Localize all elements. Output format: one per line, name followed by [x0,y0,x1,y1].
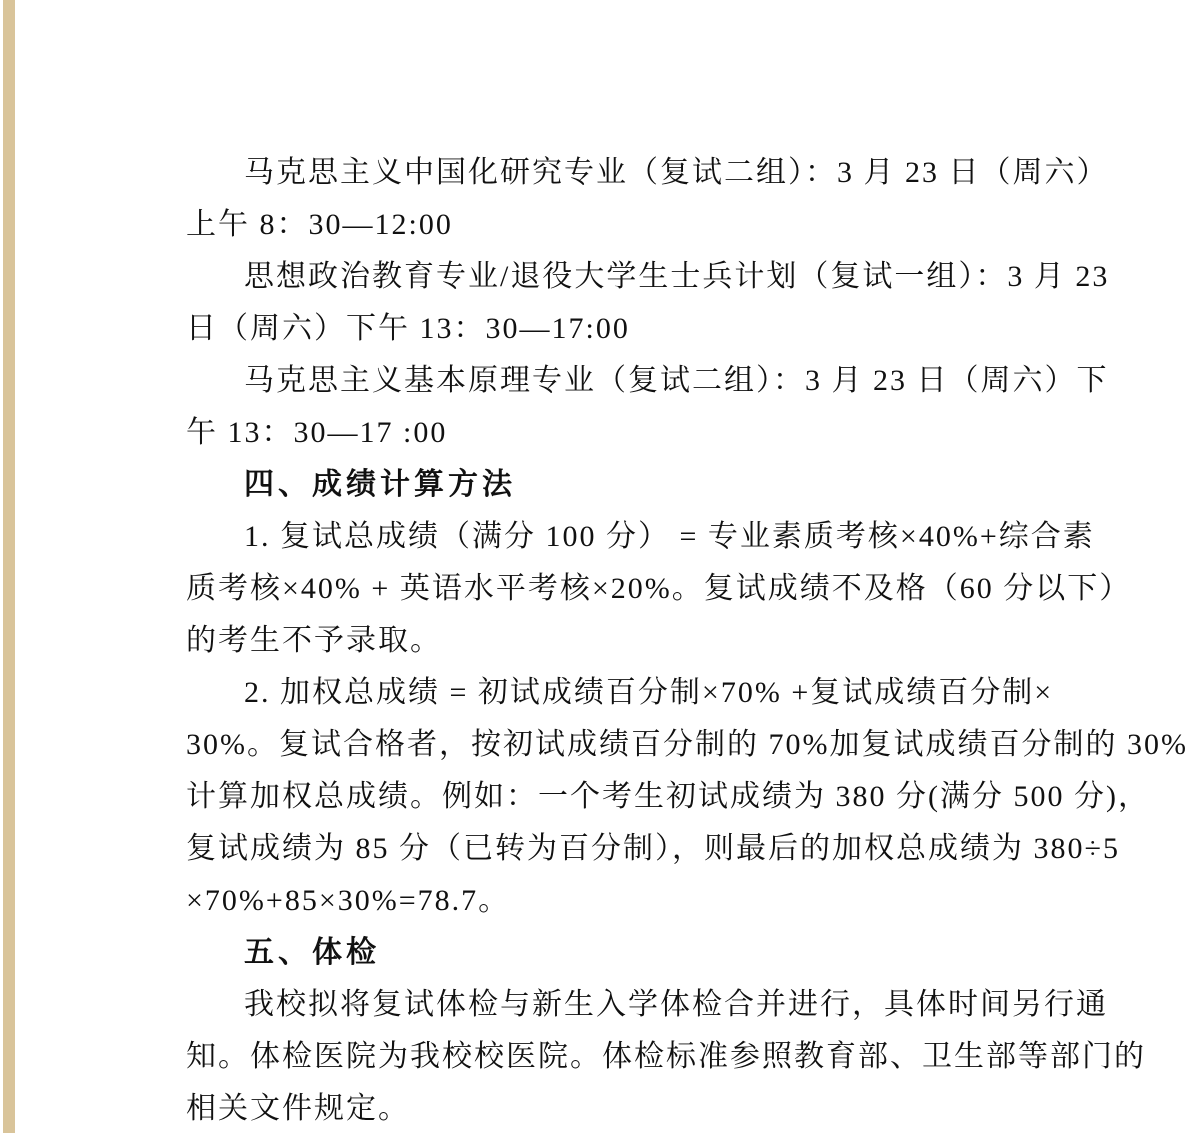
text-line: 30%。复试合格者，按初试成绩百分制的 70%加复试成绩百分制的 30% [186,728,1188,761]
section-heading: 四、成绩计算方法 [244,468,516,501]
text-line: 我校拟将复试体检与新生入学体检合并进行，具体时间另行通 [244,988,1108,1021]
text-line: 2. 加权总成绩 = 初试成绩百分制×70% +复试成绩百分制× [244,676,1054,709]
text-line: 1. 复试总成绩（满分 100 分） = 专业素质考核×40%+综合素 [244,520,1095,553]
text-line: 计算加权总成绩。例如：一个考生初试成绩为 380 分(满分 500 分)， [186,780,1150,813]
text-line: 相关文件规定。 [186,1092,410,1125]
text-line: 上午 8：30—12:00 [186,208,453,241]
document-lines [186,147,1188,1135]
text-line: 马克思主义中国化研究专业（复试二组）：3 月 23 日（周六） [244,156,1109,189]
text-line: 质考核×40% + 英语水平考核×20%。复试成绩不及格（60 分以下） [186,572,1132,605]
text-line: 复试成绩为 85 分（已转为百分制），则最后的加权总成绩为 380÷5 [186,832,1120,865]
text-line: 午 13：30—17 :00 [186,416,448,449]
text-line: 知。体检医院为我校校医院。体检标准参照教育部、卫生部等部门的 [186,1040,1146,1073]
text-line: 马克思主义基本原理专业（复试二组）：3 月 23 日（周六）下 [244,364,1109,397]
page-edge-strip [3,0,15,1133]
text-line: ×70%+85×30%=78.7。 [186,884,511,917]
text-line: 思想政治教育专业/退役大学生士兵计划（复试一组）：3 月 23 [244,260,1110,293]
section-heading: 五、体检 [244,936,380,969]
text-line: 日（周六）下午 13：30—17:00 [186,312,630,345]
text-line: 的考生不予录取。 [186,624,442,657]
